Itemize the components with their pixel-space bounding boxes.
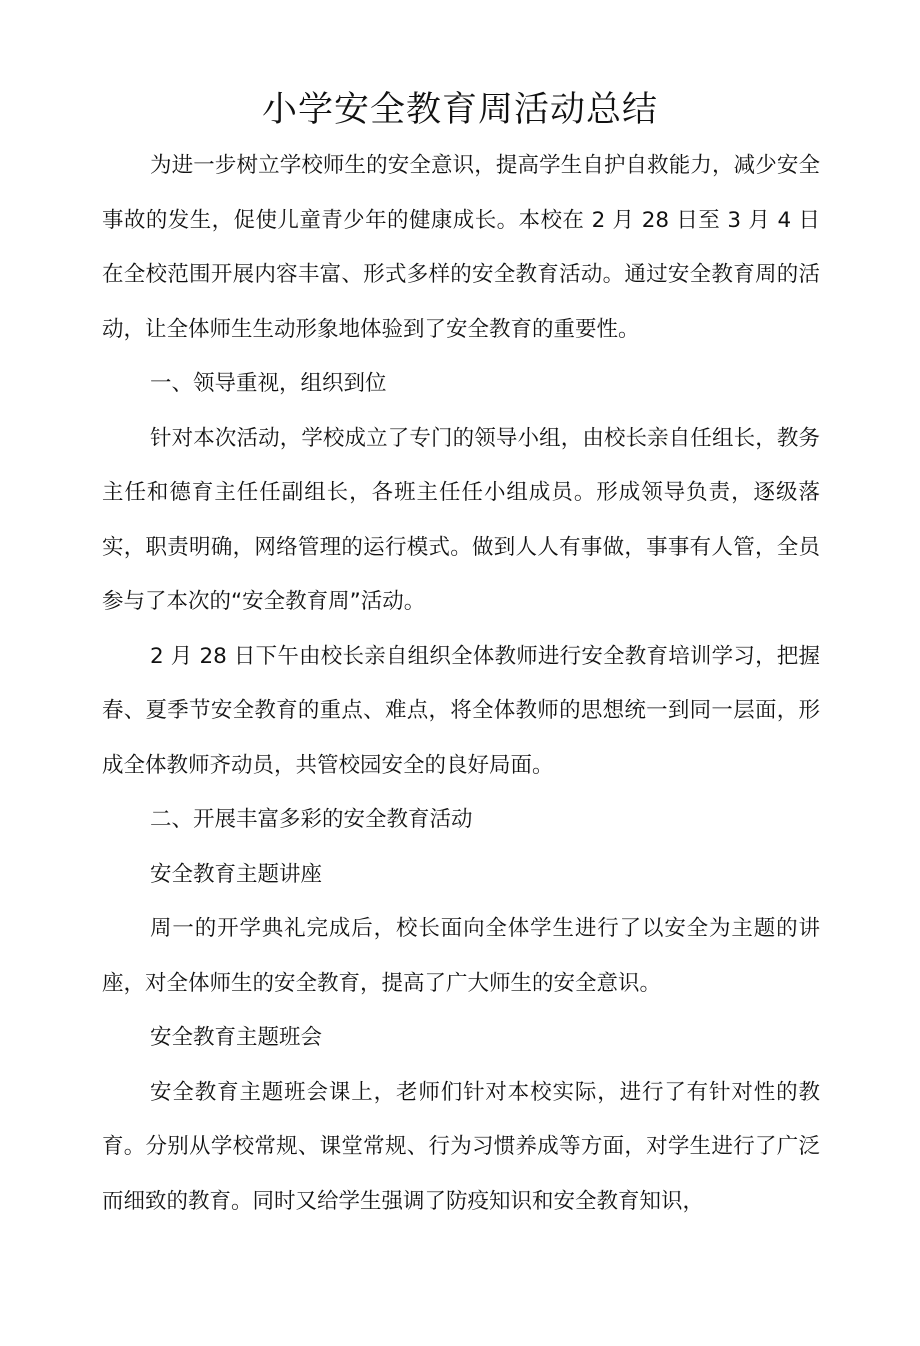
section-heading-activities: 二、开展丰富多彩的安全教育活动 (150, 807, 473, 832)
body-paragraph: 周一的开学典礼完成后，校长面向全体学生进行了以安全为主题的讲座，对全体师生的安全教育，提高了广大师生的安全意识。 (102, 916, 820, 996)
subheading-class-meeting: 安全教育主题班会 (150, 1025, 323, 1050)
document-title: 小学安全教育周活动总结 (261, 90, 658, 130)
subheading-lecture: 安全教育主题讲座 (150, 861, 323, 887)
body-paragraph: 安全教育主题班会课上，老师们针对本校实际，进行了有针对性的教育。分别从学校常规、课堂常规、行为习惯养成等方面，对学生进行了广泛而细致的教育。同时又给学生强调了防疫知识和安全教育知识， (102, 1079, 820, 1214)
section-heading-leadership: 一、领导重视，组织到位 (150, 371, 387, 396)
intro-paragraph: 为进一步树立学校师生的安全意识，提高学生自护自救能力，减少安全事故的发生，促使儿童青少年的健康成长。本校在 2 月 28 日至 3 月 4 日在全校范围开展内容丰富、形式多样的安全教育活动。通过安全教育周的活动，让全体师生生动形象地体验到了安全教育的重要性。 (102, 153, 820, 342)
body-paragraph: 2 月 28 日下午由校长亲自组织全体教师进行安全教育培训学习，把握春、夏季节安全教育的重点、难点，将全体教师的思想统一到同一层面，形成全体教师齐动员，共管校园安全的良好局面。 (102, 643, 820, 778)
body-paragraph: 针对本次活动，学校成立了专门的领导小组，由校长亲自任组长，教务主任和德育主任任副组长，各班主任任小组成员。形成领导负责，逐级落实，职责明确，网络管理的运行模式。做到人人有事做，事事有人管，全员参与了本次的“安全教育周”活动。 (102, 425, 820, 614)
document-body (102, 139, 820, 1229)
